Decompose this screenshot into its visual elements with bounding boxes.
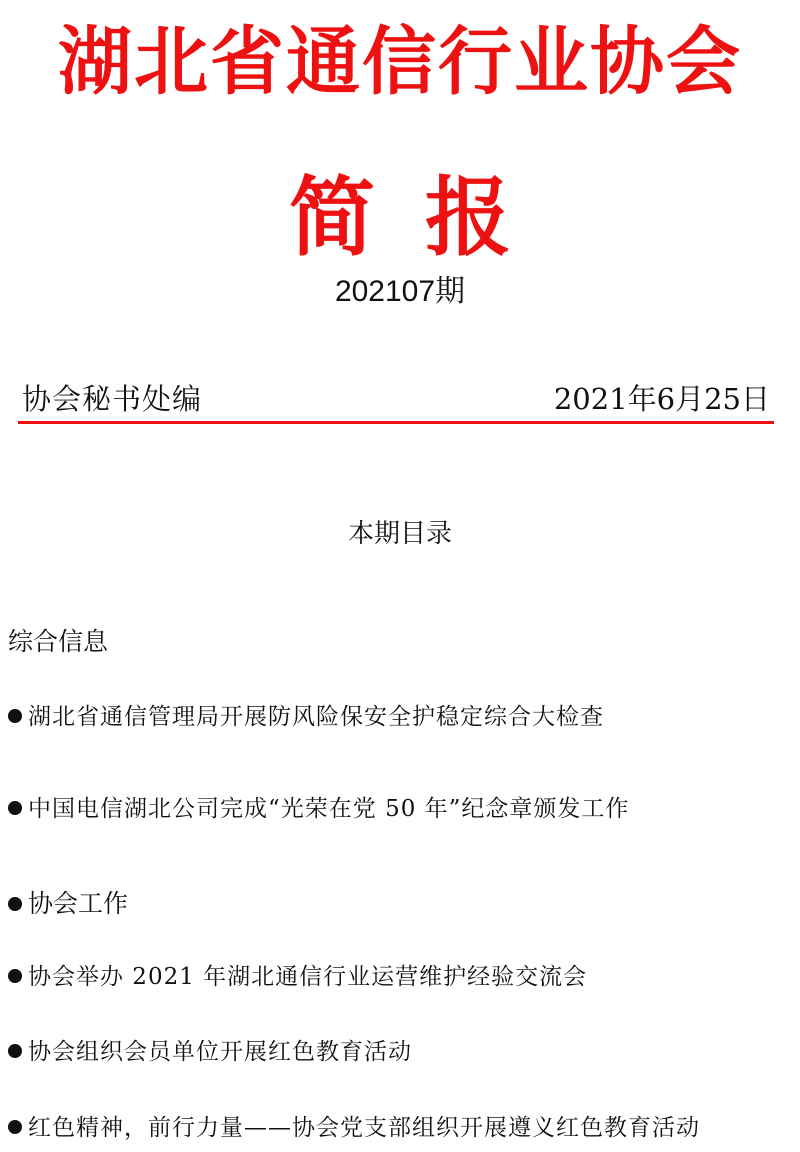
publish-date: 2021年6月25日 xyxy=(553,382,770,416)
toc-heading: 本期目录 xyxy=(347,519,452,549)
section-label-text: 协会工作 xyxy=(28,889,129,918)
bullet-icon xyxy=(8,969,22,983)
toc-item-text: 中国电信湖北公司完成“光荣在党 50 年”纪念章颁发工作 xyxy=(28,796,630,822)
section-label-association-work xyxy=(8,884,128,924)
red-divider-rule xyxy=(18,421,774,424)
issue-number: 202107期 xyxy=(334,275,466,308)
toc-item xyxy=(8,957,587,997)
bullet-icon xyxy=(8,709,22,723)
toc-item-text: 湖北省通信管理局开展防风险保安全护稳定综合大检查 xyxy=(28,704,604,730)
bullet-icon xyxy=(8,1044,22,1058)
toc-item-text: 协会组织会员单位开展红色教育活动 xyxy=(28,1039,412,1065)
toc-item xyxy=(8,789,629,829)
toc-item xyxy=(8,1032,412,1072)
section-label-general-info: 综合信息 xyxy=(8,627,109,656)
toc-item-text: 红色精神，前行力量——协会党支部组织开展遵义红色教育活动 xyxy=(28,1115,700,1141)
bullet-icon xyxy=(8,801,22,815)
editor-credit: 协会秘书处编 xyxy=(22,382,203,416)
masthead-organization: 湖北省通信行业协会 xyxy=(58,19,742,105)
toc-item-text: 协会举办 2021 年湖北通信行业运营维护经验交流会 xyxy=(28,964,588,990)
toc-item xyxy=(8,1108,700,1148)
bulletin-title: 简报 xyxy=(289,168,561,268)
bullet-icon xyxy=(8,897,22,911)
bullet-icon xyxy=(8,1120,22,1134)
toc-item xyxy=(8,697,604,737)
